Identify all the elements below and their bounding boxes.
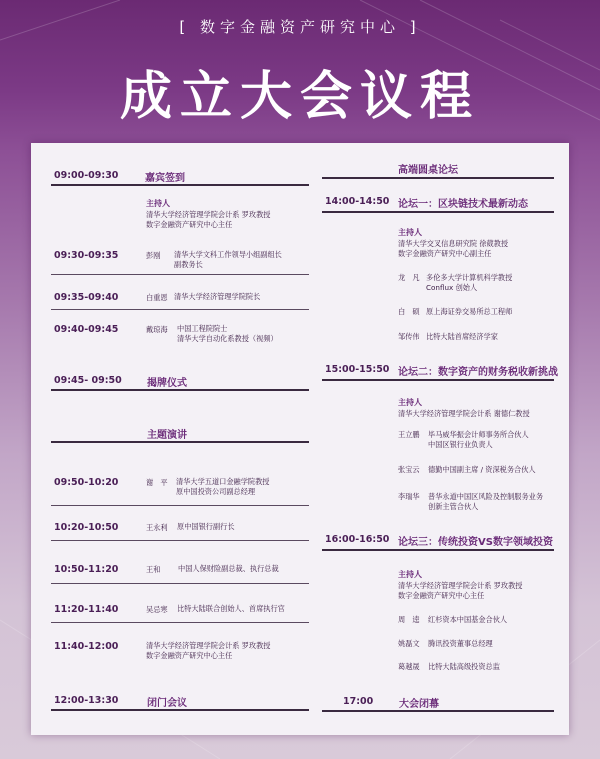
forum-1-label: 论坛一：区块链技术最新动态 [398,199,528,210]
speech-2-time: 09:35-09:40 [54,292,119,303]
speech-1-time: 09:30-09:35 [54,250,119,261]
speech-3-time: 09:40-09:45 [54,324,119,335]
divider [51,540,309,541]
forum-2-panelist-2-title: 德勤中国副主席 / 资深税务合伙人 [428,465,536,474]
forum-2-label: 论坛二：数字资产的财务税收新挑战 [398,367,558,378]
checkin-time: 09:00-09:30 [54,170,119,181]
forum-1-host-affiliation: 清华大学交叉信息研究院 徐葳教授 [398,239,509,248]
divider [51,622,309,623]
host-label: 主持人 [146,199,170,208]
closed-meeting-time: 12:00-13:30 [54,695,119,706]
forum-2-host-affiliation: 清华大学经济管理学院会计系 谢德仁教授 [398,409,530,418]
forum-2-panelist-2: 张宝云 [398,465,420,474]
divider [322,549,554,551]
keynote-5-title-1: 清华大学经济管理学院会计系 罗玫教授 [146,641,271,650]
keynote-4-title: 比特大陆联合创始人、首席执行官 [177,604,285,613]
keynote-2-title: 原中国银行副行长 [177,522,235,531]
keynote-1-time: 09:50-10:20 [54,477,119,488]
speech-2-title: 清华大学经济管理学院院长 [174,292,261,301]
keynote-5-title-2: 数字金融资产研究中心主任 [146,651,233,660]
unveil-time: 09:45- 09:50 [54,375,122,386]
divider [322,177,554,179]
roundtable-heading: 高端圆桌论坛 [398,165,458,176]
forum-3-panelist-3-title: 比特大陆高级投资总监 [428,662,500,671]
divider [322,211,554,213]
speech-2-speaker: 白重恩 [146,293,168,302]
forum-2-panelist-3: 李瑞华 [398,492,420,501]
divider [51,184,309,186]
forum-3-panelist-3: 葛越晟 [398,662,420,671]
forum-1-panelist-1: 龙 凡 [398,273,420,282]
keynote-1-title-1: 清华大学五道口金融学院教授 [176,477,270,486]
divider [322,710,554,712]
keynote-3-speaker: 王和 [146,565,161,574]
forum-1-panelist-2-title: 原上海证券交易所总工程师 [426,307,513,316]
unveil-label: 揭牌仪式 [147,378,187,389]
closed-meeting-label: 闭门会议 [147,698,187,709]
closing-time: 17:00 [343,696,374,707]
keynote-1-speaker: 谢 平 [146,478,168,487]
divider [51,389,309,391]
speech-3-title-1: 中国工程院院士 [177,324,228,333]
divider [51,309,309,310]
closing-label: 大会闭幕 [399,699,439,710]
agenda-card [31,143,569,735]
divider [51,583,309,584]
forum-1-panelist-1-title-1: 多伦多大学计算机科学教授 [426,273,513,282]
forum-3-host-affiliation: 清华大学经济管理学院会计系 罗玫教授 [398,581,523,590]
forum-2-host-label: 主持人 [398,398,422,407]
forum-3-host-title: 数字金融资产研究中心主任 [398,591,485,600]
forum-3-time: 16:00-16:50 [325,534,390,545]
divider [51,505,309,506]
forum-3-panelist-1-title: 红杉资本中国基金合伙人 [428,615,508,624]
forum-3-panelist-2-title: 腾讯投资董事总经理 [428,639,493,648]
speech-1-title-2: 副教务长 [174,260,203,269]
forum-3-panelist-1: 周 逵 [398,615,420,624]
divider [51,709,309,711]
forum-2-panelist-3-title-1: 普华永道中国区风险及控制服务业务 [428,492,544,501]
speech-1-speaker: 彭刚 [146,251,161,260]
forum-1-host-label: 主持人 [398,228,422,237]
forum-2-panelist-1-title-1: 毕马威华振会计师事务所合伙人 [428,430,529,439]
forum-1-panelist-2: 白 硕 [398,307,420,316]
forum-2-panelist-3-title-2: 创新主管合伙人 [428,502,479,511]
forum-3-panelist-2: 姚磊文 [398,639,420,648]
forum-1-panelist-3-title: 比特大陆首席经济学家 [426,332,498,341]
keynote-3-title: 中国人保财险副总裁、执行总裁 [178,564,279,573]
keynote-2-time: 10:20-10:50 [54,522,119,533]
organization-subtitle: [ 数字金融资产研究中心 ] [179,18,421,36]
forum-1-time: 14:00-14:50 [325,196,390,207]
checkin-label: 嘉宾签到 [145,173,185,184]
speech-3-title-2: 清华大学自动化系教授（视频） [177,334,278,343]
page-title: 成立大会议程 [119,66,480,127]
speech-1-title-1: 清华大学文科工作领导小组副组长 [174,250,282,259]
speech-3-speaker: 戴琼海 [146,325,168,334]
keynote-3-time: 10:50-11:20 [54,564,119,575]
keynote-2-speaker: 王永利 [146,523,168,532]
keynote-heading: 主题演讲 [147,430,187,441]
host-affiliation: 清华大学经济管理学院会计系 罗玫教授 [146,210,271,219]
forum-1-panelist-3: 邹传伟 [398,332,420,341]
keynote-5-time: 11:40-12:00 [54,641,119,652]
host-title: 数字金融资产研究中心主任 [146,220,233,229]
forum-3-label: 论坛三：传统投资VS数字领域投资 [398,537,553,548]
forum-2-time: 15:00-15:50 [325,364,390,375]
divider [51,441,309,443]
keynote-1-title-2: 原中国投资公司副总经理 [176,487,256,496]
forum-1-panelist-1-title-2: Conflux 创始人 [426,283,478,292]
forum-1-host-title: 数字金融资产研究中心副主任 [398,249,492,258]
keynote-4-time: 11:20-11:40 [54,604,119,615]
forum-2-panelist-1-title-2: 中国区银行业负责人 [428,440,493,449]
forum-2-panelist-1: 王立鹏 [398,430,420,439]
forum-3-host-label: 主持人 [398,570,422,579]
keynote-4-speaker: 吴忌寒 [146,605,168,614]
divider [322,379,554,381]
divider [51,274,309,275]
